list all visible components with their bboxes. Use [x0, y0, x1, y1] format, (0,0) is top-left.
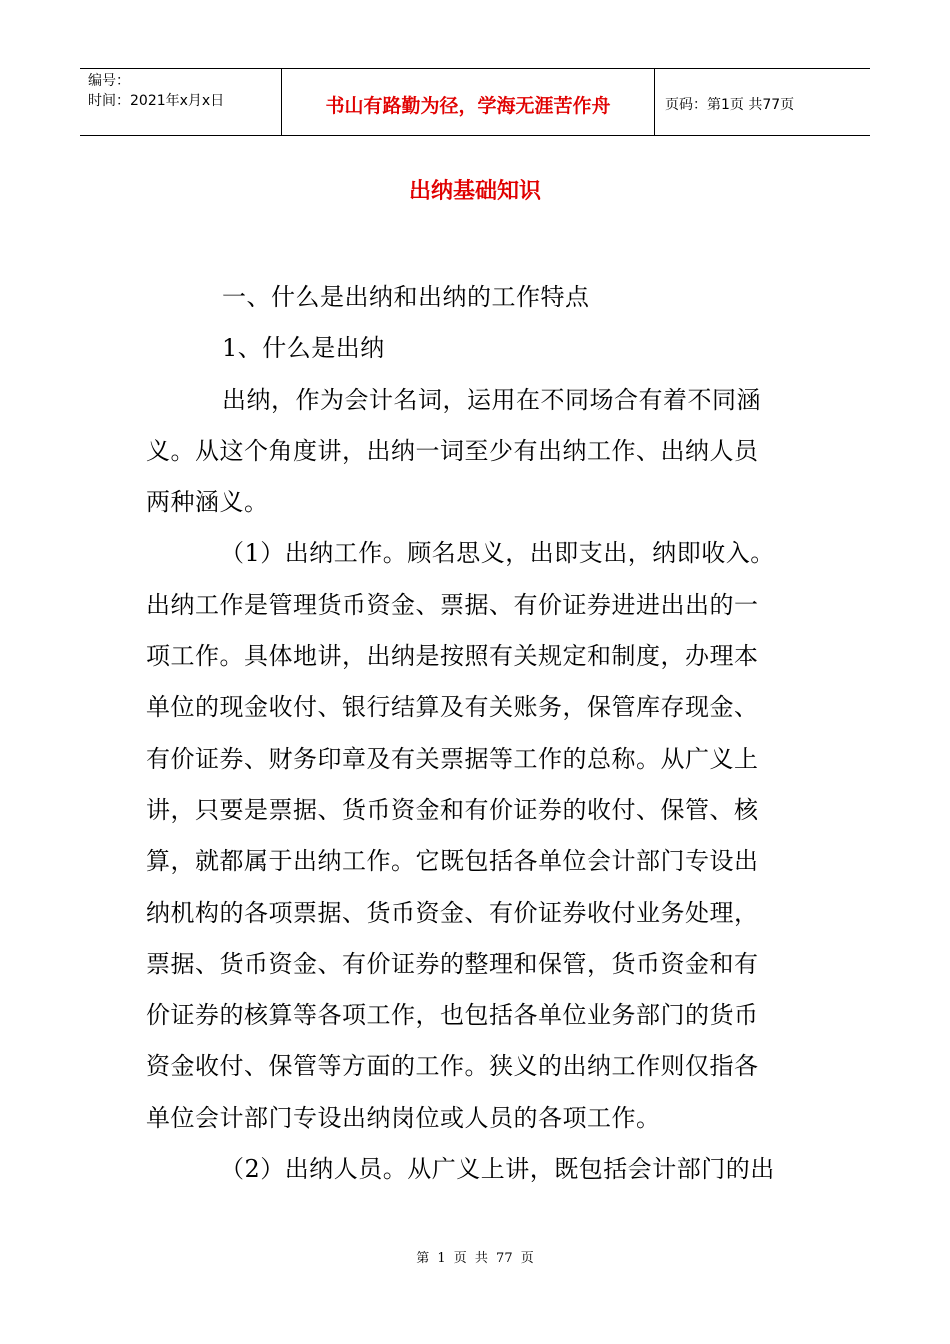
paragraph-line: 单位的现金收付、银行结算及有关账务，保管库存现金、 [146, 693, 759, 722]
document-date-label: 时间：2021年x月x日 [88, 93, 225, 109]
paragraph-line: 出纳工作是管理货币资金、票据、有价证券进进出出的一 [146, 590, 759, 619]
paragraph-line: 单位会计部门专设出纳岗位或人员的各项工作。 [146, 1103, 661, 1132]
paragraph-line: （2）出纳人员。从广义上讲，既包括会计部门的出 [220, 1155, 775, 1184]
paragraph-line: 纳机构的各项票据、货币资金、有价证券收付业务处理， [146, 898, 759, 927]
paragraph-line: 算，就都属于出纳工作。它既包括各单位会计部门专设出 [146, 847, 759, 876]
document-number-label: 编号： [88, 73, 130, 89]
subsection-heading: 1、什么是出纳 [222, 334, 385, 363]
header-table [80, 68, 870, 136]
paragraph-line: 义。从这个角度讲，出纳一词至少有出纳工作、出纳人员 [146, 436, 759, 465]
header-motto: 书山有路勤为径，学海无涯苦作舟 [282, 69, 655, 135]
header-page-info: 页码：第1页 共77页 [665, 97, 795, 113]
document-body [146, 272, 796, 1195]
paragraph-line: 价证券的核算等各项工作，也包括各单位业务部门的货币 [146, 1001, 759, 1030]
page-footer: 第 1 页 共 77 页 [416, 1251, 534, 1266]
section-heading: 一、什么是出纳和出纳的工作特点 [222, 283, 590, 311]
paragraph-line: 有价证券、财务印章及有关票据等工作的总称。从广义上 [146, 744, 759, 773]
paragraph-line: 项工作。具体地讲，出纳是按照有关规定和制度，办理本 [146, 642, 759, 671]
header-meta-cell [80, 69, 282, 135]
paragraph-line: 出纳，作为会计名词，运用在不同场合有着不同涵 [222, 385, 761, 414]
paragraph-line: （1）出纳工作。顾名思义，出即支出，纳即收入。 [220, 539, 775, 568]
document-title: 出纳基础知识 [408, 179, 541, 204]
paragraph-line: 讲，只要是票据、货币资金和有价证券的收付、保管、核 [146, 795, 759, 824]
paragraph-line: 票据、货币资金、有价证券的整理和保管，货币资金和有 [146, 949, 759, 978]
paragraph-line: 资金收付、保管等方面的工作。狭义的出纳工作则仅指各 [146, 1052, 759, 1081]
paragraph-line: 两种涵义。 [146, 488, 269, 517]
